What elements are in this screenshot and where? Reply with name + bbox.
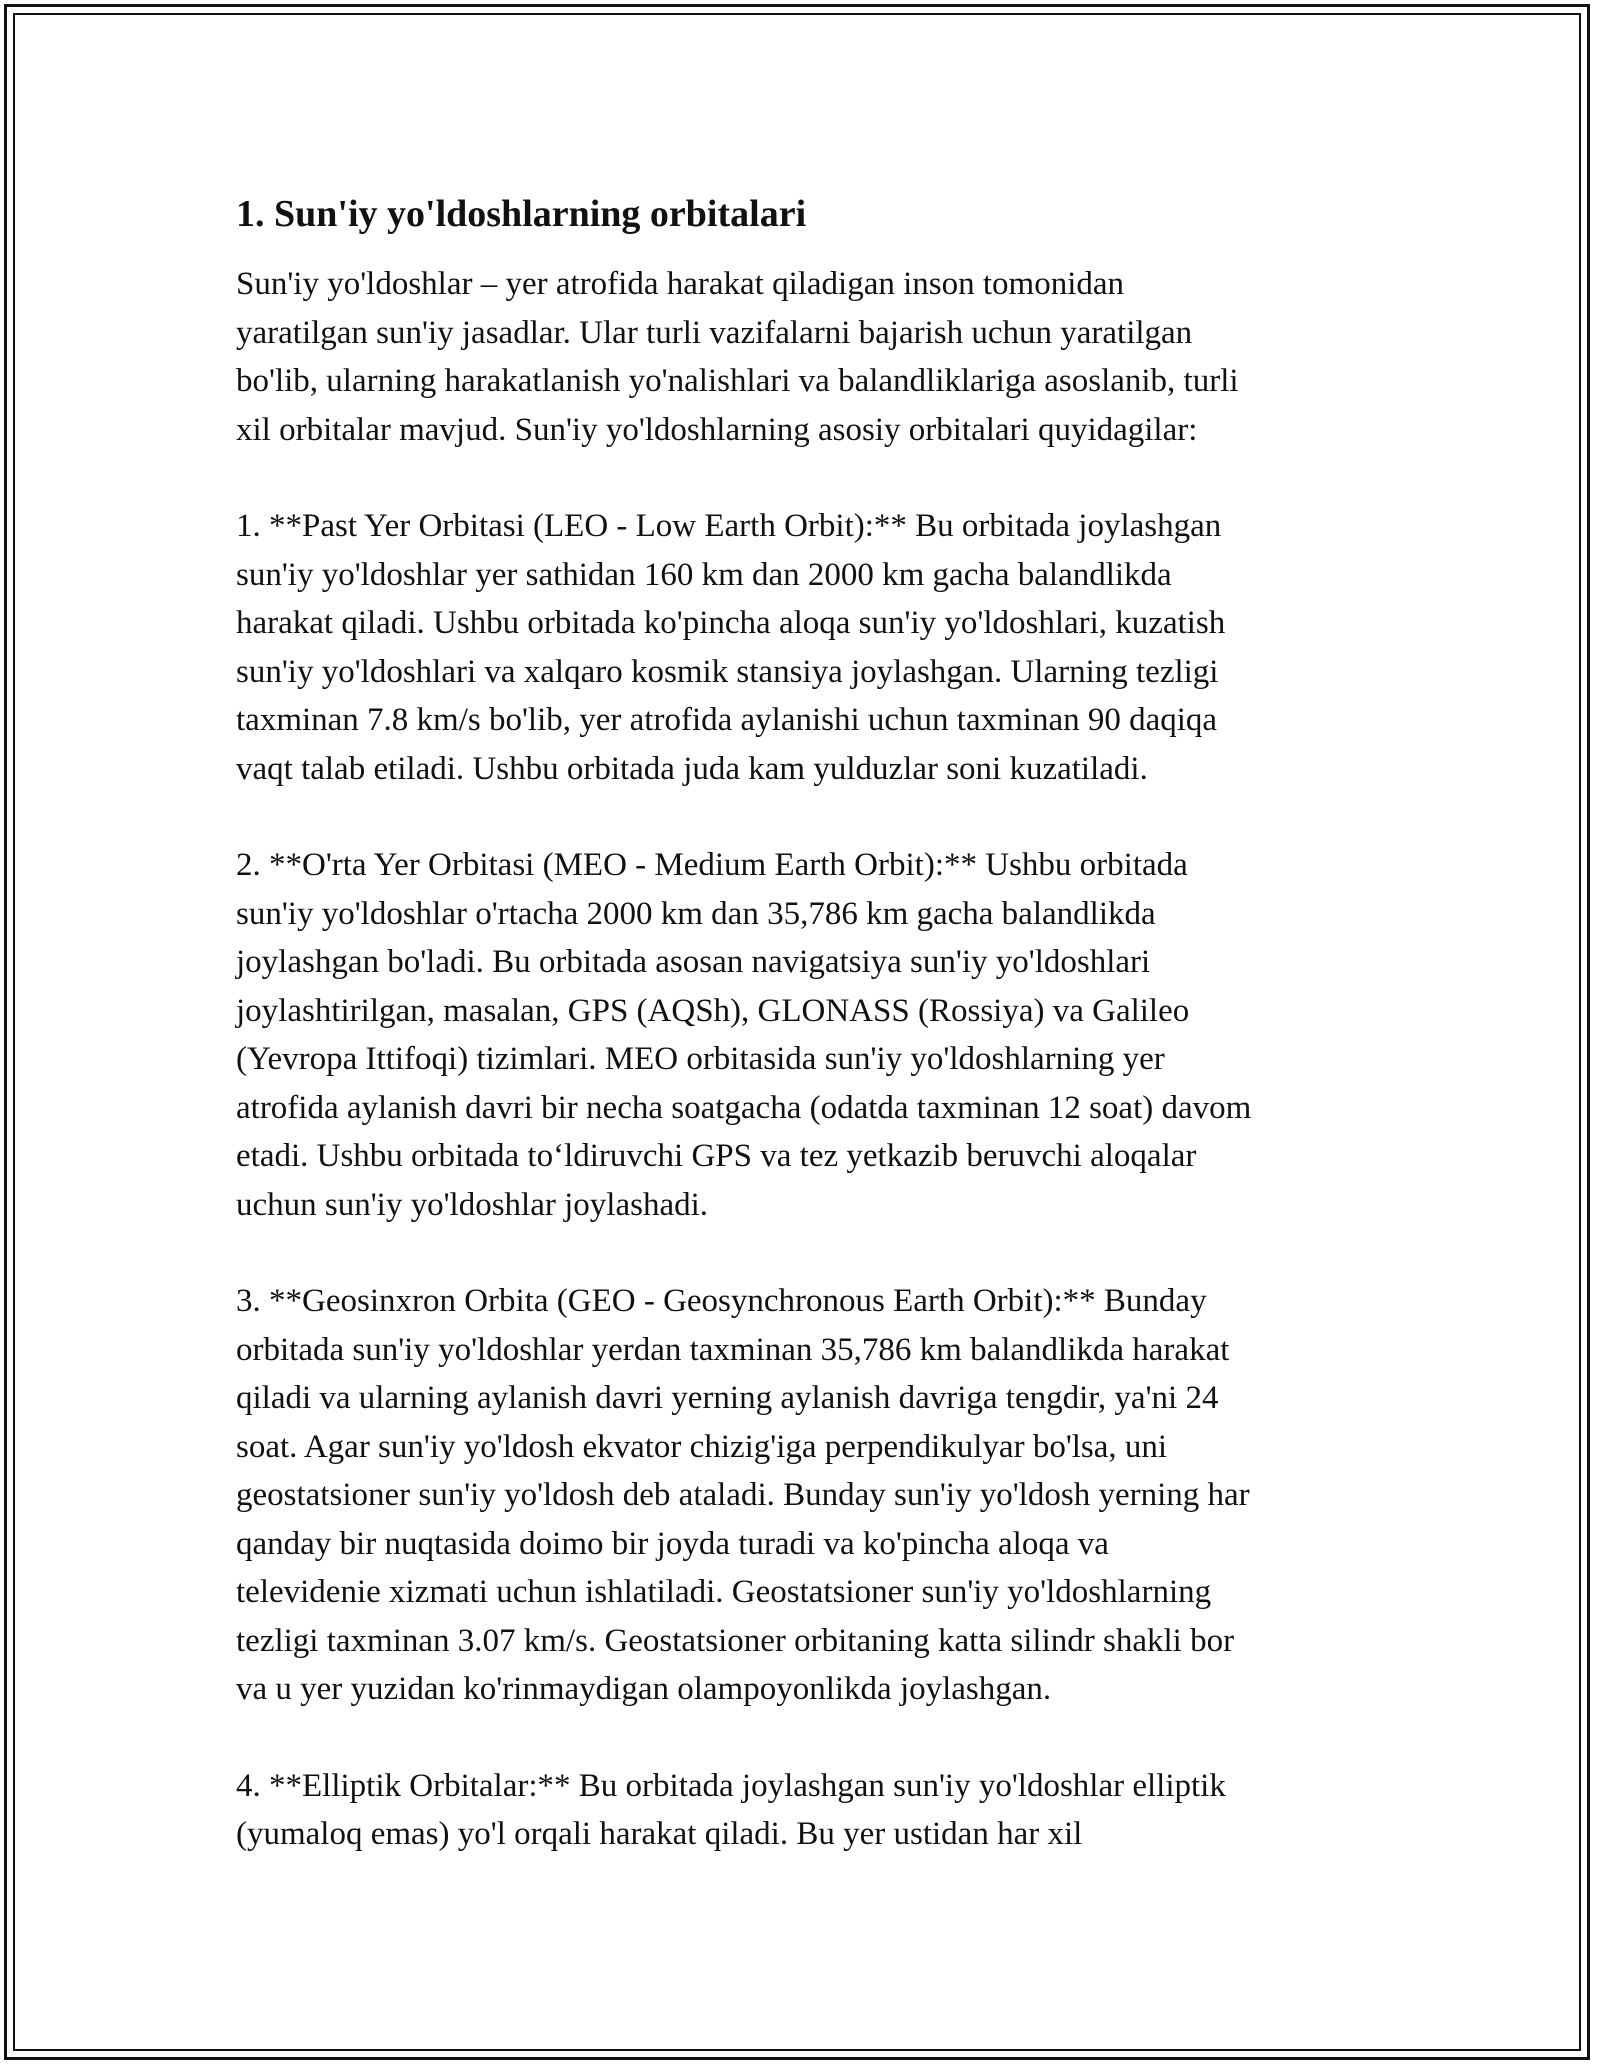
- document-body: [236, 188, 1386, 1907]
- paragraph-elliptic: 4. **Elliptik Orbitalar:** Bu orbitada joylashgan sun'iy yo'ldoshlar elliptik (yumaloq emas) yo'l orqali harakat qiladi. Bu yer ustidan har xil: [236, 1767, 1226, 1852]
- paragraph-geo: 3. **Geosinxron Orbita (GEO - Geosynchronous Earth Orbit):** Bunday orbitada sun'iy yo'ldoshlar yerdan taxminan 35,786 km balandlikda harakat qiladi va ularning aylanish davri yerning aylanish davriga tengdir, ya'ni 24 soat. Agar sun'iy yo'ldosh ekvator chizig'iga perpendikulyar bo'lsa, uni geostatsioner sun'iy yo'ldosh deb ataladi. Bunday sun'iy yo'ldosh yerning har qanday bir nuqtasida doimo bir joyda turadi va ko'pincha aloqa va televidenie xizmati uchun ishlatiladi. Geostatsioner sun'iy yo'ldoshlarning tezligi taxminan 3.07 km/s. Geostatsioner orbitaning katta silindr shakli bor va u yer yuzidan ko'rinmaydigan olampoyonlikda joylashgan.: [236, 1283, 1250, 1707]
- paragraph-leo: 1. **Past Yer Orbitasi (LEO - Low Earth Orbit):** Bu orbitada joylashgan sun'iy yo'ldoshlar yer sathidan 160 km dan 2000 km gacha balandlikda harakat qiladi. Ushbu orbitada ko'pincha aloqa sun'iy yo'ldoshlari, kuzatish sun'iy yo'ldoshlari va xalqaro kosmik stansiya joylashgan. Ularning tezligi taxminan 7.8 km/s bo'lib, yer atrofida aylanishi uchun taxminan 90 daqiqa vaqt talab etiladi. Ushbu orbitada juda kam yulduzlar soni kuzatiladi.: [236, 508, 1226, 787]
- section-heading: 1. Sun'iy yo'ldoshlarning orbitalari: [236, 193, 807, 235]
- paragraph-meo: 2. **O'rta Yer Orbitasi (MEO - Medium Earth Orbit):** Ushbu orbitada sun'iy yo'ldoshlar o'rtacha 2000 km dan 35,786 km gacha balandlikda joylashgan bo'ladi. Bu orbitada asosan navigatsiya sun'iy yo'ldoshlari joylashtirilgan, masalan, GPS (AQSh), GLONASS (Rossiya) va Galileo (Yevropa Ittifoqi) tizimlari. MEO orbitasida sun'iy yo'ldoshlarning yer atrofida aylanish davri bir necha soatgacha (odatda taxminan 12 soat) davom etadi. Ushbu orbitada to‘ldiruvchi GPS va tez yetkazib beruvchi aloqalar uchun sun'iy yo'ldoshlar joylashadi.: [236, 847, 1252, 1223]
- paragraph-intro: Sun'iy yo'ldoshlar – yer atrofida harakat qiladigan inson tomonidan yaratilgan sun'iy jasadlar. Ular turli vazifalarni bajarish uchun yaratilgan bo'lib, ularning harakatlanish yo'nalishlari va balandliklariga asoslanib, turli xil orbitalar mavjud. Sun'iy yo'ldoshlarning asosiy orbitalari quyidagilar:: [236, 266, 1239, 448]
